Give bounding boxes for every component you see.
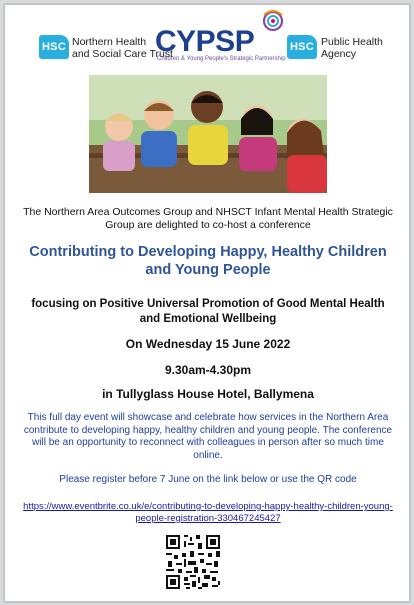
northern-trust-line1: Northern Health bbox=[72, 36, 147, 48]
registration-link[interactable]: https://www.eventbrite.co.uk/e/contributing-to-developing-happy-healthy-children-young-people-registration-330467245427 bbox=[23, 501, 393, 524]
cypsp-subtitle: Children & Young People's Strategic Partnership bbox=[157, 56, 286, 62]
focus-text: focusing on Positive Universal Promotion of Good Mental Health and Emotional Wellbeing bbox=[31, 298, 385, 325]
pha-line2: Agency bbox=[321, 48, 357, 60]
event-time: 9.30am-4.30pm bbox=[164, 363, 252, 377]
register-instruction: Please register before 7 June on the link below or use the QR code bbox=[59, 474, 357, 485]
hsc-logo-badge-left: HSC bbox=[39, 35, 69, 59]
event-description: This full day event will showcase and celebrate how services in the Northern Area contribute to developing happy, healthy children and young people. The conference will be an opportunity to reconnect with colleagues in person after so much time online. bbox=[23, 412, 393, 461]
intro-text: The Northern Area Outcomes Group and NHSCT Infant Mental Health Strategic Group are delighted to co-host a conference bbox=[23, 206, 393, 231]
children-group-photo bbox=[89, 75, 327, 193]
cypsp-wordmark: CYPSP bbox=[155, 25, 255, 58]
event-date: On Wednesday 15 June 2022 bbox=[125, 337, 291, 351]
hsc-logo-badge-right: HSC bbox=[287, 35, 317, 59]
northern-trust-line2: and Social Care Trust bbox=[72, 48, 173, 60]
cypsp-swirl-icon bbox=[259, 9, 287, 33]
flyer-page bbox=[4, 4, 410, 602]
event-venue: in Tullyglass House Hotel, Ballymena bbox=[102, 387, 314, 401]
pha-line1: Public Health bbox=[321, 36, 383, 48]
event-title: Contributing to Developing Happy, Healthy Children and Young People bbox=[29, 244, 387, 278]
qr-code-icon[interactable] bbox=[164, 533, 222, 591]
public-health-agency-name bbox=[321, 36, 383, 60]
